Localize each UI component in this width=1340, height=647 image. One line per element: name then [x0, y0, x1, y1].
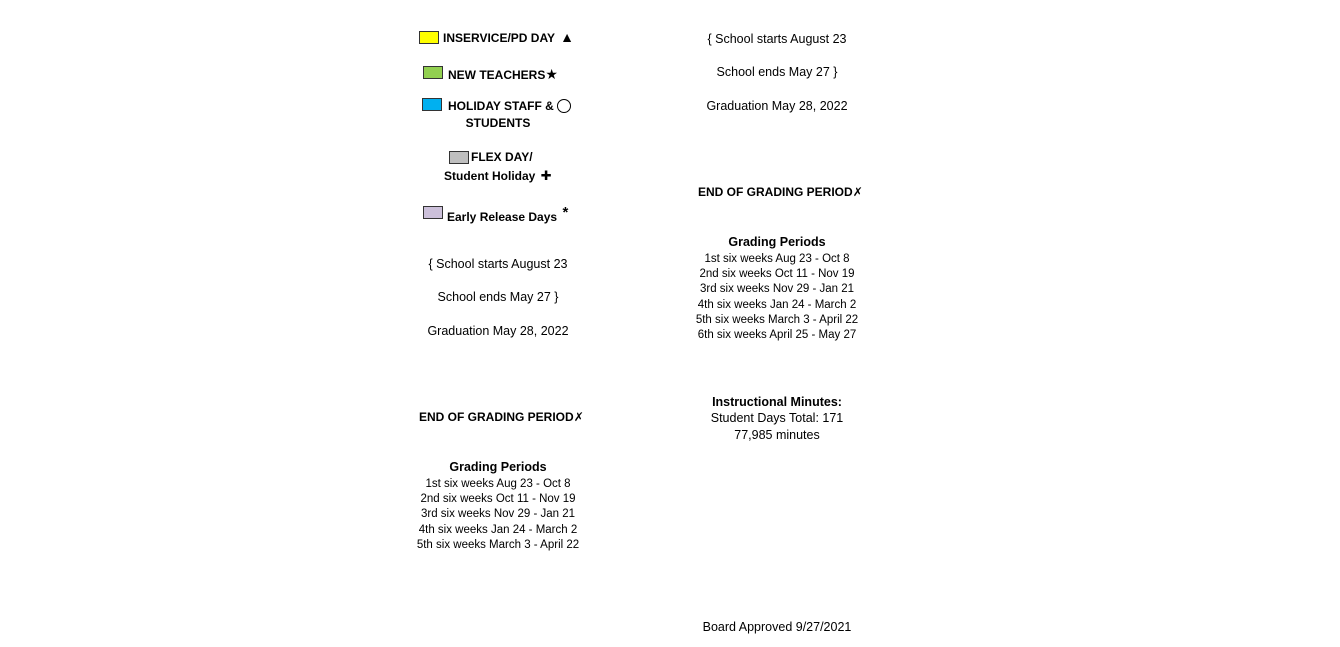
legend-early-release: [447, 204, 568, 224]
left-grading-list: [398, 477, 598, 553]
right-school-ends: School ends May 27 }: [716, 65, 838, 79]
cross-icon: ✗: [573, 410, 584, 424]
legend-flex-label-1: FLEX DAY/: [471, 150, 533, 164]
inservice-swatch: [419, 31, 439, 44]
legend-holiday-label-2: STUDENTS: [465, 116, 531, 130]
instructional-minutes-total: 77,985 minutes: [734, 428, 820, 442]
legend-new-teachers: [448, 66, 558, 83]
grading-period: 1st six weeks Aug 23 - Oct 8: [425, 478, 571, 490]
flex-swatch: [449, 151, 469, 164]
left-grading-title: Grading Periods: [449, 460, 547, 474]
right-grading-list: [677, 252, 877, 343]
left-graduation: Graduation May 28, 2022: [427, 324, 569, 338]
left-school-starts: { School starts August 23: [428, 257, 568, 271]
legend-holiday: [448, 99, 571, 113]
legend-flex-label-2: Student Holiday: [444, 169, 536, 183]
legend-holiday-label-1: HOLIDAY STAFF &: [448, 99, 554, 113]
early-release-swatch: [423, 206, 443, 219]
grading-period: 6th six weeks April 25 - May 27: [697, 329, 857, 342]
grading-period: 4th six weeks Jan 24 - March 2: [697, 298, 857, 311]
grading-period: 5th six weeks March 3 - April 22: [695, 313, 859, 326]
student-days-total: Student Days Total: 171: [710, 411, 844, 425]
grading-period: 4th six weeks Jan 24 - March 2: [418, 523, 578, 536]
legend-flex: [444, 168, 552, 184]
triangle-icon: ▲: [560, 29, 575, 45]
left-school-ends: School ends May 27 }: [437, 290, 559, 304]
right-end-grading: [698, 185, 863, 199]
legend-new-teachers-label: NEW TEACHERS: [448, 68, 546, 82]
asterisk-icon: *: [562, 204, 569, 221]
holiday-swatch: [422, 98, 442, 111]
new-teachers-swatch: [423, 66, 443, 79]
circle-icon: [557, 99, 571, 113]
right-school-starts: { School starts August 23: [707, 32, 847, 46]
right-end-grading-label: END OF GRADING PERIOD: [698, 185, 853, 199]
grading-period: 3rd six weeks Nov 29 - Jan 21: [699, 283, 855, 296]
legend-early-release-label: Early Release Days: [447, 210, 558, 224]
left-end-grading: [419, 410, 584, 424]
instructional-minutes-title: Instructional Minutes:: [712, 395, 842, 409]
grading-period: 1st six weeks Aug 23 - Oct 8: [704, 253, 850, 265]
cross-icon: ✗: [852, 185, 863, 199]
grading-period: 2nd six weeks Oct 11 - Nov 19: [699, 268, 855, 281]
grading-period: 3rd six weeks Nov 29 - Jan 21: [420, 508, 576, 521]
grading-period: 2nd six weeks Oct 11 - Nov 19: [420, 493, 576, 506]
legend-inservice: [443, 29, 574, 45]
board-approved: Board Approved 9/27/2021: [702, 620, 852, 634]
right-grading-title: Grading Periods: [728, 235, 826, 249]
legend-inservice-label: INSERVICE/PD DAY: [443, 31, 555, 45]
plus-icon: ✚: [540, 168, 552, 183]
star-icon: ★: [545, 66, 558, 82]
right-graduation: Graduation May 28, 2022: [706, 99, 848, 113]
grading-period: 5th six weeks March 3 - April 22: [416, 538, 580, 551]
left-end-grading-label: END OF GRADING PERIOD: [419, 410, 574, 424]
